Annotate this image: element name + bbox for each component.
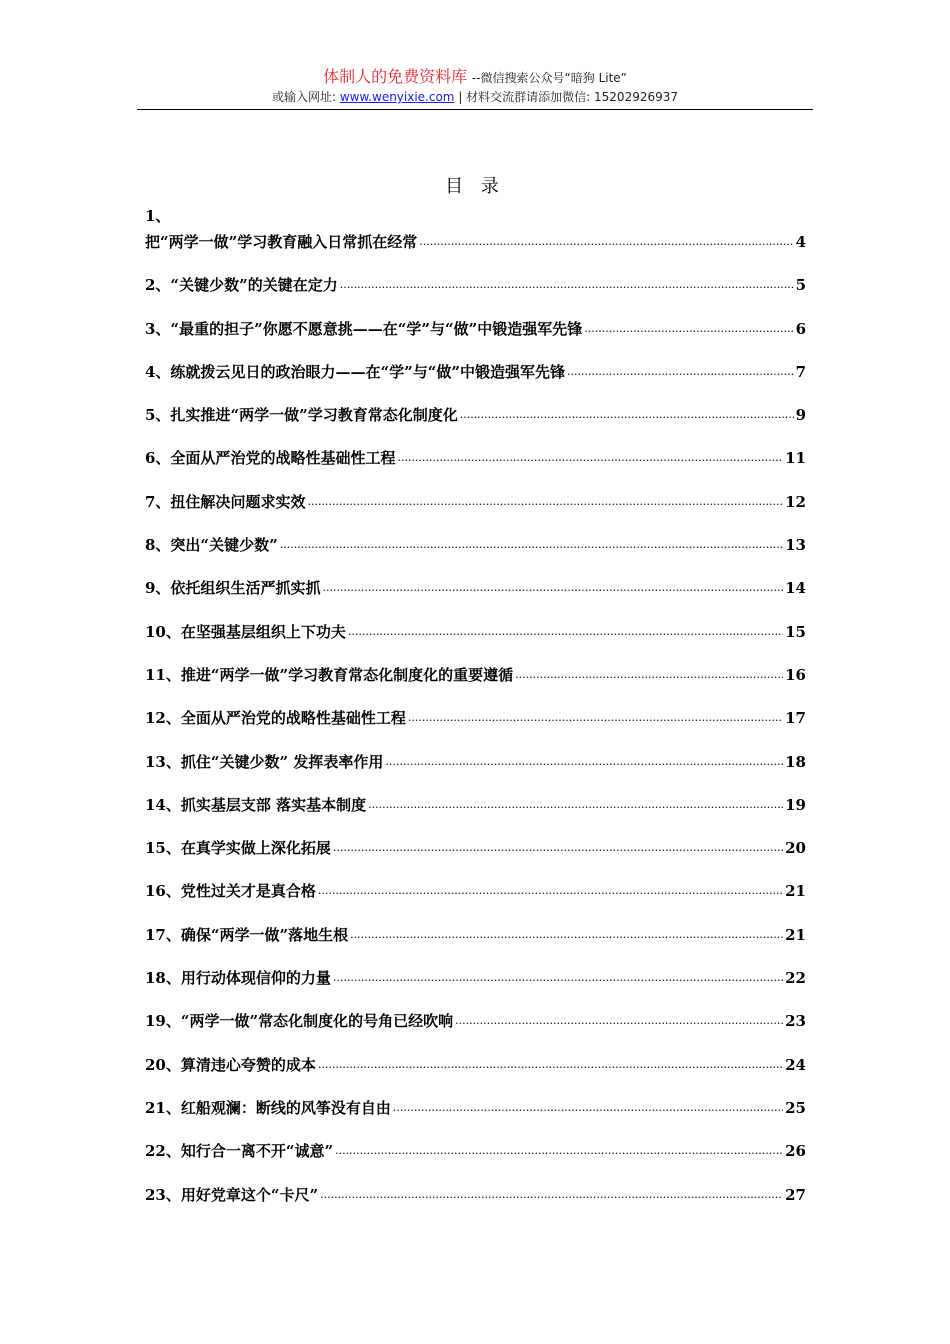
toc-entry-page: 7 (795, 362, 806, 381)
toc-entry-title: 14、抓实基层支部 落实基本制度 (145, 795, 367, 814)
toc-entry[interactable] (145, 359, 806, 402)
toc-entry[interactable] (145, 922, 806, 965)
toc-entry-page: 9 (795, 406, 806, 425)
toc-entry[interactable] (145, 965, 806, 1008)
toc-entry[interactable] (145, 1182, 806, 1225)
toc-dot-leader (584, 316, 793, 342)
toc-dot-leader (320, 1182, 783, 1208)
toc-entry[interactable] (145, 792, 806, 835)
toc-entry-title: 23、用好党章这个“卡尺” (145, 1185, 319, 1204)
toc-entry-title: 16、党性过关才是真合格 (145, 882, 316, 901)
toc-entry[interactable] (145, 1008, 806, 1051)
toc-entry[interactable] (145, 445, 806, 488)
toc-entry-title: 13、抓住“关键少数” 发挥表率作用 (145, 752, 384, 771)
toc-dot-leader (333, 965, 783, 991)
contact-suffix: | 材料交流群请添加微信: 15202926937 (454, 90, 679, 104)
toc-list (145, 229, 806, 1225)
toc-dot-leader (350, 922, 783, 948)
toc-entry-page: 16 (785, 665, 806, 684)
toc-dot-leader (419, 229, 793, 255)
toc-entry-page: 12 (785, 492, 806, 511)
toc-entry-title: 20、算清违心夸赞的成本 (145, 1055, 316, 1074)
toc-entry-page: 26 (785, 1142, 806, 1161)
toc-entry[interactable] (145, 1095, 806, 1138)
toc-entry[interactable] (145, 749, 806, 792)
toc-entry-title: 17、确保“两学一做”落地生根 (145, 925, 349, 944)
toc-entry-page: 15 (785, 622, 806, 641)
toc-entry-title: 2、“关键少数”的关键在定力 (145, 276, 338, 295)
toc-entry-page: 20 (785, 839, 806, 858)
toc-first-prefix: 1、 (145, 207, 171, 225)
toc-entry[interactable] (145, 316, 806, 359)
toc-entry-title: 21、红船观澜：断线的风筝没有自由 (145, 1098, 391, 1117)
toc-entry-page: 6 (795, 319, 806, 338)
toc-dot-leader (318, 1052, 783, 1078)
toc-dot-leader (335, 1138, 783, 1164)
website-link[interactable]: www.wenyixie.com (339, 90, 455, 104)
toc-entry-page: 14 (785, 579, 806, 598)
toc-entry-page: 27 (785, 1185, 806, 1204)
toc-entry-page: 5 (795, 276, 806, 295)
toc-dot-leader (393, 1095, 783, 1121)
toc-entry[interactable] (145, 1052, 806, 1095)
toc-entry-page: 13 (785, 536, 806, 555)
page-header (137, 66, 813, 105)
toc-entry-page: 22 (785, 969, 806, 988)
toc-entry-page: 24 (785, 1055, 806, 1074)
toc-entry-page: 21 (785, 925, 806, 944)
toc-dot-leader (567, 359, 794, 385)
toc-dot-leader (340, 272, 794, 298)
toc-dot-leader (280, 532, 783, 558)
toc-entry[interactable] (145, 229, 806, 272)
toc-entry-title: 5、扎实推进“两学一做”学习教育常态化制度化 (145, 406, 458, 425)
toc-entry-title: 把“两学一做”学习教育融入日常抓在经常 (145, 233, 418, 251)
brand-title: 体制人的免费资料库 (323, 67, 468, 86)
toc-dot-leader (333, 835, 783, 861)
toc-dot-leader (318, 878, 783, 904)
toc-entry-title: 12、全面从严治党的战略性基础性工程 (145, 709, 406, 728)
toc-entry[interactable] (145, 705, 806, 748)
toc-entry-page: 4 (795, 233, 806, 251)
toc-entry[interactable] (145, 402, 806, 445)
toc-entry-title: 22、知行合一离不开“诚意” (145, 1142, 334, 1161)
toc-dot-leader (385, 749, 783, 775)
toc-entry-page: 19 (785, 795, 806, 814)
toc-entry[interactable] (145, 835, 806, 878)
toc-entry-title: 11、推进“两学一做”学习教育常态化制度化的重要遵循 (145, 665, 514, 684)
toc-entry[interactable] (145, 532, 806, 575)
header-line-2 (137, 89, 813, 105)
toc-dot-leader (515, 662, 783, 688)
toc-entry-page: 23 (785, 1012, 806, 1031)
toc-entry-title: 4、练就拨云见日的政治眼力——在“学”与“做”中锻造强军先锋 (145, 362, 565, 381)
toc-entry-page: 11 (785, 449, 806, 468)
toc-entry-title: 6、全面从严治党的战略性基础性工程 (145, 449, 396, 468)
toc-entry-page: 21 (785, 882, 806, 901)
toc-entry-page: 17 (785, 709, 806, 728)
url-prefix: 或输入网址: (271, 90, 340, 104)
toc-entry-title: 18、用行动体现信仰的力量 (145, 969, 331, 988)
header-line-1 (137, 66, 813, 88)
toc-entry-page: 25 (785, 1098, 806, 1117)
toc-entry[interactable] (145, 662, 806, 705)
toc-entry-title: 10、在坚强基层组织上下功夫 (145, 622, 346, 641)
toc-entry-title: 19、“两学一做”常态化制度化的号角已经吹响 (145, 1012, 454, 1031)
toc-entry[interactable] (145, 878, 806, 921)
toc-entry[interactable] (145, 619, 806, 662)
toc-dot-leader (460, 402, 794, 428)
toc-entry-title: 15、在真学实做上深化拓展 (145, 839, 331, 858)
toc-entry-page: 18 (785, 752, 806, 771)
toc-dot-leader (397, 445, 783, 471)
toc-dot-leader (368, 792, 783, 818)
toc-title: 目 录 (445, 176, 505, 197)
toc-dot-leader (408, 705, 783, 731)
header-divider (137, 109, 813, 110)
toc-dot-leader (348, 619, 783, 645)
header-tagline: --微信搜索公众号“暗狗 Lite” (471, 71, 627, 85)
toc-entry[interactable] (145, 489, 806, 532)
toc-dot-leader (322, 575, 783, 601)
toc-entry-title: 3、“最重的担子”你愿不愿意挑——在“学”与“做”中锻造强军先锋 (145, 319, 583, 338)
toc-entry[interactable] (145, 575, 806, 618)
toc-entry-title: 7、扭住解决问题求实效 (145, 492, 306, 511)
toc-entry[interactable] (145, 1138, 806, 1181)
toc-entry[interactable] (145, 272, 806, 315)
toc-entry-title: 9、依托组织生活严抓实抓 (145, 579, 321, 598)
toc-dot-leader (307, 489, 783, 515)
toc-dot-leader (455, 1008, 783, 1034)
toc-entry-title: 8、突出“关键少数” (145, 536, 278, 555)
